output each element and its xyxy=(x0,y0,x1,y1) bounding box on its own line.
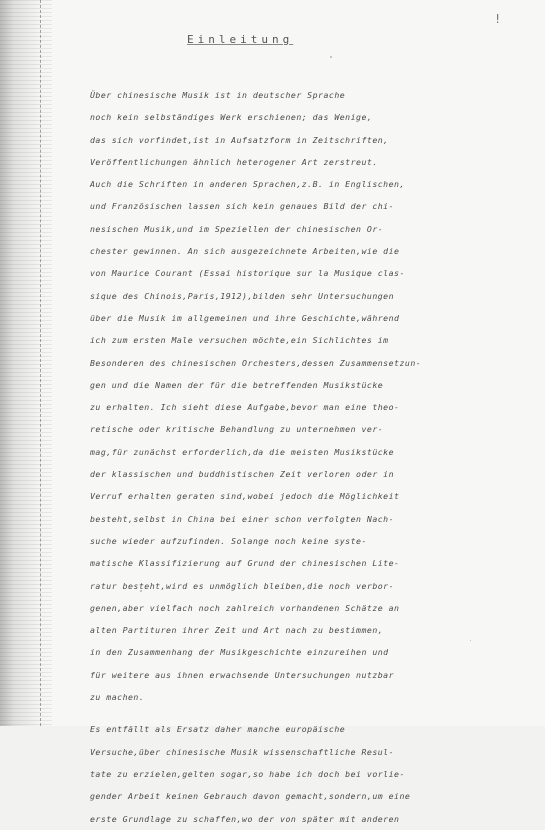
text-line: für weitere aus ihnen erwachsende Untersuchungen nutzbar xyxy=(90,669,395,680)
scan-speck xyxy=(330,56,332,58)
text-line: Veröffentlichungen ähnlich heterogener Art zerstreut. xyxy=(90,156,378,167)
text-line: sique des Chinois,Paris,1912),bilden sehr Untersuchungen xyxy=(90,290,395,301)
scan-shadow-edge xyxy=(0,0,52,726)
text-line: Es entfällt als Ersatz daher manche europäische xyxy=(90,724,346,735)
text-line: besteht,selbst in China bei einer schon verfolgten Nach- xyxy=(90,513,395,524)
text-line: gen und die Namen der für die betreffenden Musikstücke xyxy=(90,379,384,390)
text-line: Versuche,über chinesische Musik wissenschaftliche Resul- xyxy=(90,746,395,757)
text-line: Über chinesische Musik ist in deutscher Sprache xyxy=(90,90,346,100)
text-line: gender Arbeit keinen Gebrauch davon gemacht,sondern,um eine xyxy=(90,791,411,802)
text-line: über die Musik im allgemeinen und ihre Geschichte,während xyxy=(90,312,400,323)
text-line: genen,aber vielfach noch zahlreich vorhandenen Schätze an xyxy=(90,602,400,613)
text-line: ich zum ersten Male versuchen möchte,ein Sichlichtes im xyxy=(90,335,389,346)
text-line: tate zu erzielen,gelten sogar,so habe ich doch bei vorlie- xyxy=(90,768,405,779)
text-line: matische Klassifizierung auf Grund der chinesischen Lite- xyxy=(90,558,400,569)
scan-speck xyxy=(470,640,471,641)
text-line: erste Grundlage zu schaffen,wo der von später mit anderen xyxy=(90,813,400,824)
text-line: in den Zusammenhang der Musikgeschichte einzureihen und xyxy=(90,647,389,658)
text-line: noch kein selbständiges Werk erschienen; das Wenige, xyxy=(90,112,373,123)
paragraph xyxy=(90,84,510,708)
scan-speck xyxy=(140,590,142,592)
document-body xyxy=(90,84,510,830)
text-line: Besonderen des chinesischen Orchesters,dessen Zusammensetzun- xyxy=(90,357,422,368)
text-line: mag,für zunächst erforderlich,da die meisten Musikstücke xyxy=(90,446,395,457)
text-line: retische oder kritische Behandlung zu unternehmen ver- xyxy=(90,424,384,435)
text-line: ratur besteht,wird es unmöglich bleiben,die noch verbor- xyxy=(90,580,395,591)
text-line: von Maurice Courant (Essai historique sur la Musique clas- xyxy=(90,268,405,279)
text-line: nesischen Musik,und im Speziellen der chinesischen Or- xyxy=(90,223,384,234)
text-line: das sich vorfindet,ist in Aufsatzform in Zeitschriften, xyxy=(90,134,389,145)
text-line: Auch die Schriften in anderen Sprachen,z.B. in Englischen, xyxy=(90,179,405,190)
text-line: der klassischen und buddhistischen Zeit verloren oder in xyxy=(90,469,395,480)
document-title: Einleitung xyxy=(187,33,294,46)
text-line: zu machen. xyxy=(90,692,145,703)
text-line: alten Partituren ihrer Zeit und Art nach zu bestimmen, xyxy=(90,625,384,636)
page-binding-edge xyxy=(40,0,42,726)
paragraph xyxy=(90,718,510,829)
text-line: und Französischen lassen sich kein genaues Bild der chi- xyxy=(90,201,395,212)
page-mark: ! xyxy=(494,12,502,26)
text-line: Verruf erhalten geraten sind,wobei jedoch die Möglichkeit xyxy=(90,491,400,502)
text-line: zu erhalten. Ich sieht diese Aufgabe,bevor man eine theo- xyxy=(90,402,400,413)
paragraph-gap xyxy=(90,708,510,718)
text-line: chester gewinnen. An sich ausgezeichnete Arbeiten,wie die xyxy=(90,246,400,257)
text-line: suche wieder aufzufinden. Solange noch keine syste- xyxy=(90,535,367,546)
